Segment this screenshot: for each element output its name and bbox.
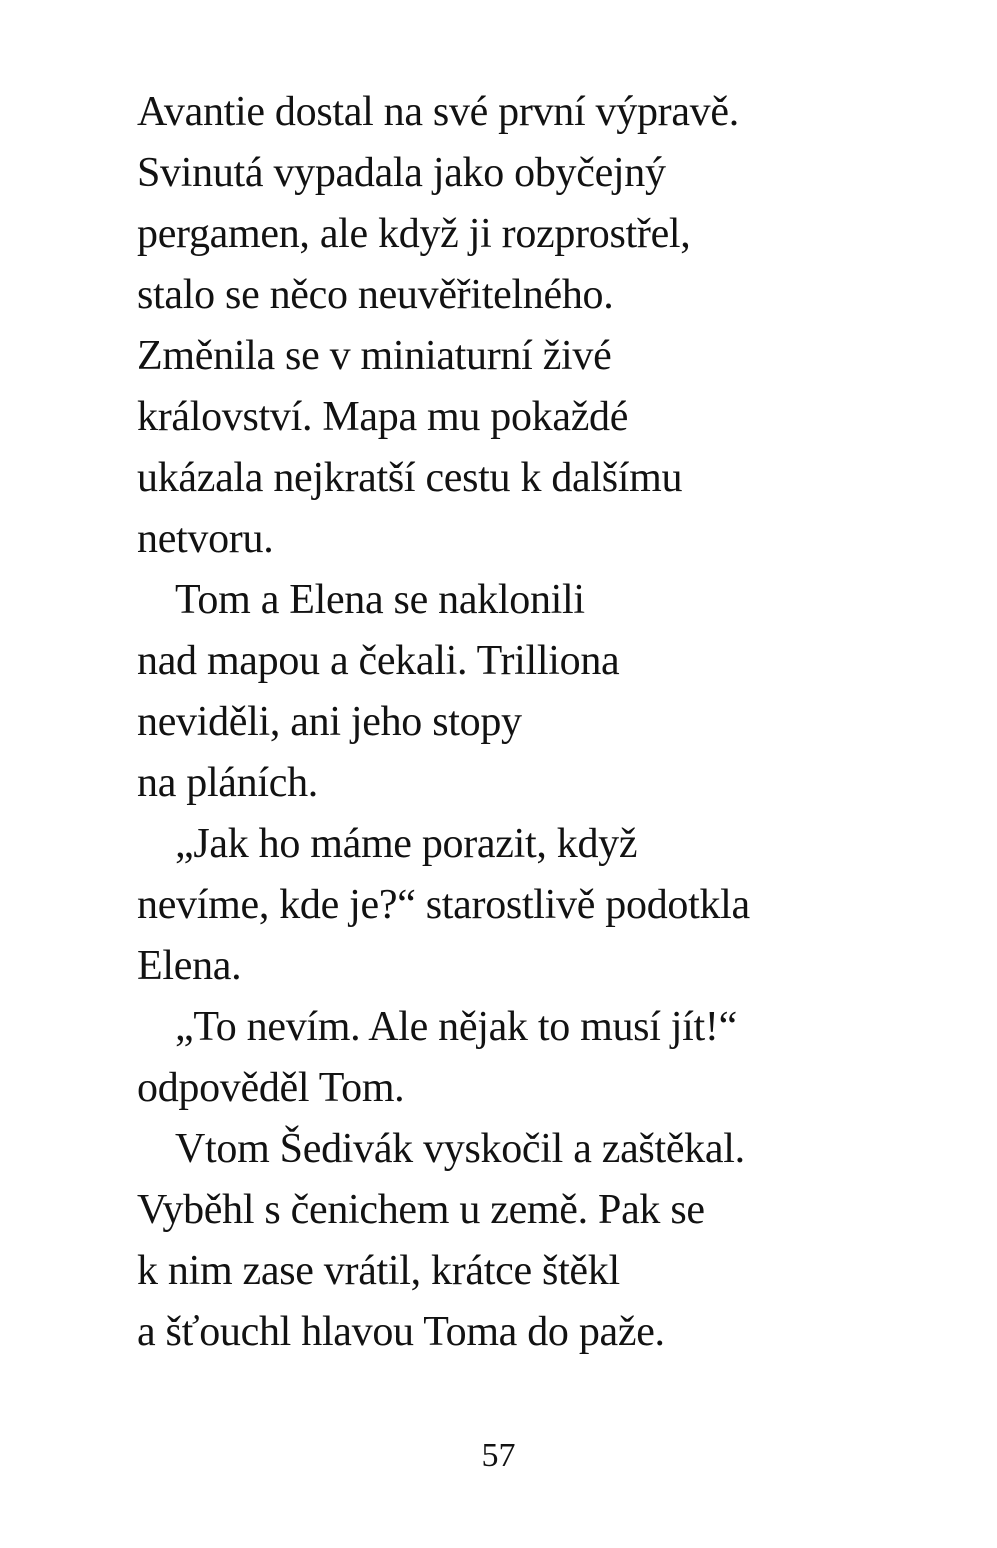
text-line: ukázala nejkratší cestu k dalšímu <box>137 455 683 501</box>
text-line: netvoru. <box>137 516 274 562</box>
text-line: pergamen, ale když ji rozprostřel, <box>137 211 691 257</box>
text-line: Vtom Šedivák vyskočil a zaštěkal. <box>175 1126 745 1172</box>
paragraph <box>137 997 897 1119</box>
text-line: stalo se něco neuvěřitelného. <box>137 272 614 318</box>
text-line: království. Mapa mu pokaždé <box>137 394 629 440</box>
text-line: a šťouchl hlavou Toma do paže. <box>137 1309 665 1355</box>
paragraph <box>137 1119 897 1363</box>
text-line: nevíme, kde je?“ starostlivě podotkla <box>137 882 750 928</box>
page-number: 57 <box>481 1437 516 1474</box>
text-line: odpověděl Tom. <box>137 1065 405 1111</box>
text-line: „To nevím. Ale nějak to musí jít!“ <box>175 1004 737 1050</box>
text-line: Změnila se v miniaturní živé <box>137 333 612 379</box>
paragraph <box>137 82 897 570</box>
text-line: Svinutá vypadala jako obyčejný <box>137 150 666 196</box>
text-line: neviděli, ani jeho stopy <box>137 699 522 745</box>
text-line: nad mapou a čekali. Trilliona <box>137 638 620 684</box>
paragraph <box>137 814 897 997</box>
text-line: na pláních. <box>137 760 318 806</box>
text-line: Tom a Elena se naklonili <box>175 577 585 623</box>
text-line: Avantie dostal na své první výpravě. <box>137 89 739 135</box>
text-line: Elena. <box>137 943 242 989</box>
text-line: „Jak ho máme porazit, když <box>175 821 638 867</box>
paragraph <box>137 570 897 814</box>
text-line: k nim zase vrátil, krátce štěkl <box>137 1248 620 1294</box>
text-body <box>137 82 897 1363</box>
text-line: Vyběhl s čenichem u země. Pak se <box>137 1187 705 1233</box>
